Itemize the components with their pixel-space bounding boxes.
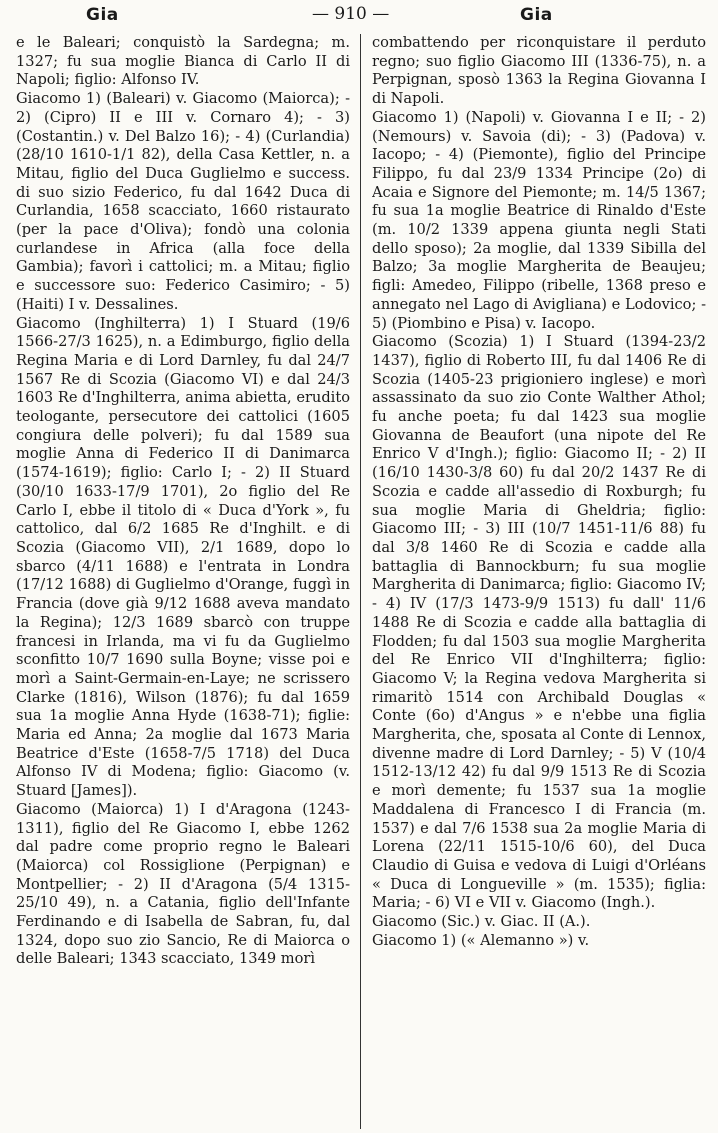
- entry-giacomo-sic: Giacomo (Sic.) v. Giac. II (A.).: [372, 913, 591, 931]
- page-number: — 910 —: [312, 4, 390, 24]
- header-left-guideword: Gia: [86, 5, 119, 25]
- entry-giacomo-scozia: Giacomo (Scozia) 1) I Stuard (1394-23/2 1437), figlio di Roberto III, fu dal 1406 Re di Scozia (1405-23 prigioniero inglese) e morì assassinato da suo zio Conte Walther Athol; fu anche poeta; fu dal 1423 sua moglie Giovanna de Beaufort (una nipote del Re Enrico V d'Ingh.); figlio: Giacomo II; - 2) II (16/10 1430-3/8 60) fu dal 20/2 1437 Re di Scozia e cadde all'assedio di Roxburgh; fu sua moglie Maria di Gheldria; figlio: Giacomo III; - 3) III (10/7 1451-11/6 88) fu dal 3/8 1460 Re di Scozia e cadde alla battaglia di Bannockburn; fu sua moglie Margherita di Danimarca; figlio: Giacomo IV; - 4) IV (17/3 1473-9/9 1513) fu dall' 11/6 1488 Re di Scozia e cadde alla battaglia di Flodden; fu dal 1503 sua moglie Margherita del Re Enrico VII d'Inghilterra; figlio: Giacomo V; la Regina vedova Margherita si rimaritò 1514 con Archibald Douglas « Conte (6o) d'Angus » e n'ebbe una figlia Margherita, che, sposata al Conte di Lennox, divenne madre di Lord Darnley; - 5) V (10/4 1512-13/12 42) fu dal 9/9 1513 Re di Scozia e morì demente; fu 1537 sua 1a moglie Maddalena di Francesco I di Francia (m. 1537) e dal 7/6 1538 sua 2a moglie Maria di Lorena (22/11 1515-10/6 60), del Duca Claudio di Guisa e vedova di Luigi d'Orléans « Duca di Longueville » (m. 1535); figlia: Maria; - 6) VI e VII v. Giacomo (Ingh.).: [372, 333, 706, 912]
- entry-giacomo-alemanno: Giacomo 1) (« Alemanno ») v.: [372, 931, 590, 949]
- entry-continuation: e le Baleari; conquistò la Sardegna; m. 1327; fu sua moglie Bianca di Carlo II di Napoli; figlio: Alfonso IV.: [16, 34, 350, 89]
- column-divider: [360, 34, 361, 1129]
- entry-giacomo-baleari: Giacomo 1) (Baleari) v. Giacomo (Maiorca); - 2) (Cipro) II e III v. Cornaro 4); - 3) (Costantin.) v. Del Balzo 16); - 4) (Curlandia) (28/10 1610-1/1 82), della Casa Kettler, n. a Mitau, figlio del Duca Guglielmo e success. di suo sizio Federico, fu dal 1642 Duca di Curlandia, 1658 scacciato, 1660 ristaurato (per la pace d'Oliva); fondò una colonia curlandese in Africa (alla foce della Gambia); favorì i cattolici; m. a Mitau; figlio e successore suo: Federico Casimiro; - 5) (Haiti) I v. Dessalines.: [16, 90, 350, 313]
- entry-giacomo-inghilterra: Giacomo (Inghilterra) 1) I Stuard (19/6 1566-27/3 1625), n. a Edimburgo, figlio della Regina Maria e di Lord Darnley, fu dal 24/7 1567 Re di Scozia (Giacomo VI) e dal 24/3 1603 Re d'Inghilterra, anima abietta, erudito teologante, persecutore dei cattolici (1605 congiura delle polveri); fu dal 1589 sua moglie Anna di Federico II di Danimarca (1574-1619); figlio: Carlo I; - 2) II Stuard (30/10 1633-17/9 1701), 2o figlio del Re Carlo I, ebbe il titolo di « Duca d'York », fu cattolico, dal 6/2 1685 Re d'Inghilt. e di Scozia (Giacomo VII), 2/1 1689, dopo lo sbarco (4/11 1688) e l'entrata in Londra (17/12 1688) di Guglielmo d'Orange, fuggì in Francia (dove già 9/12 1688 aveva mandato la Regina); 12/3 1689 sbarcò con truppe francesi in Irlanda, ma vi fu da Guglielmo sconfitto 10/7 1690 sulla Boyne; visse poi e morì a Saint-Germain-en-Laye; ne scrissero Clarke (1816), Wilson (1876); fu dal 1659 sua 1a moglie Anna Hyde (1638-71); figlie: Maria ed Anna; 2a moglie dal 1673 Maria Beatrice d'Este (1658-7/5 1718) del Duca Alfonso IV di Modena; figlio: Giacomo (v. Stuard [James]).: [16, 314, 350, 800]
- entry-continuation-maiorca: combattendo per riconquistare il perduto regno; suo figlio Giacomo III (1336-75), n. a Perpignan, sposò 1363 la Regina Giovanna I di Napoli.: [372, 34, 706, 108]
- header-right-guideword: Gia: [520, 5, 553, 25]
- page-header: [0, 0, 718, 32]
- entry-giacomo-maiorca: Giacomo (Maiorca) 1) I d'Aragona (1243-1311), figlio del Re Giacomo I, ebbe 1262 dal padre come proprio regno le Baleari (Maiorca) col Rossiglione (Perpignan) e Montpellier; - 2) II d'Aragona (5/4 1315-25/10 49), n. a Catania, figlio dell'Infante Ferdinando e di Isabella de Sabran, fu, dal 1324, dopo suo zio Sancio, Re di Maiorca o delle Baleari; 1343 scacciato, 1349 morì: [16, 800, 350, 968]
- left-column: [16, 34, 350, 1129]
- entry-giacomo-napoli: Giacomo 1) (Napoli) v. Giovanna I e II; - 2) (Nemours) v. Savoia (di); - 3) (Padova) v. Iacopo; - 4) (Piemonte), figlio del Principe Filippo, fu dal 23/9 1334 Principe (2o) di Acaia e Signore del Piemonte; m. 14/5 1367; fu sua 1a moglie Beatrice di Rinaldo d'Este (m. 10/2 1339 appena giunta negli Stati dello sposo); 2a moglie, dal 1339 Sibilla del Balzo; 3a moglie Margherita de Beaujeu; figli: Amedeo, Filippo (ribelle, 1368 preso e annegato nel Lago di Avigliana) e Lodovico; - 5) (Piombino e Pisa) v. Iacopo.: [372, 108, 706, 332]
- right-column: [372, 34, 706, 1129]
